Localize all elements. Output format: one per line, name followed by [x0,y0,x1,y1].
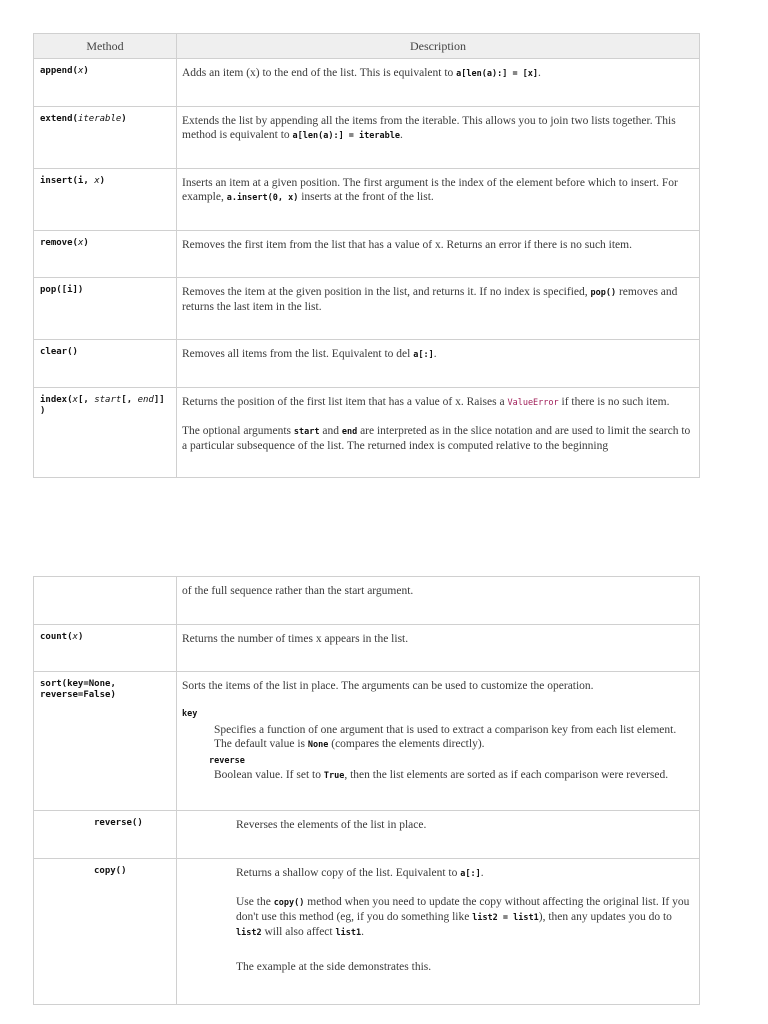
method-remove: remove(x) [40,238,89,248]
param-key: key [182,709,198,719]
table-row [34,811,700,859]
description-append: Adds an item (x) to the end of the list. This is equivalent to a[len(a):] = [x]. [182,67,541,79]
table-row [34,859,700,1005]
table-row [34,625,700,672]
description-extend: Extends the list by appending all the items from the iterable. This allows you to join two lists together. This method is equivalent to a[len(a):] = iterable. [182,115,676,141]
method-copy: copy() [94,866,127,876]
method-pop: pop([i]) [40,285,84,295]
table-row [34,577,700,625]
table-row [34,59,700,107]
table-row [34,231,700,278]
method-extend: extend(iterable) [40,114,127,124]
description-index: Returns the position of the first list item that has a value of x. Raises a ValueError if there is no such item. The optional arguments start and end are interpreted as in the slice notation and are used to limit the search to a particular subsequence of the list. The returned index is computed relative to the beginning [182,396,691,452]
description-insert: Inserts an item at a given position. The first argument is the index of the element before which to insert. For example, a.insert(0, x) inserts at the front of the list. [182,177,678,203]
description-remove: Removes the first item from the list that has a value of x. Returns an error if there is no such item. [182,239,632,251]
description-copy: Returns a shallow copy of the list. Equivalent to a[:]. Use the copy() method when you need to update the copy without affecting the original list. If you don't use this method (eg, if you do something like list2 = list1), then any updates you do to list2 will also affect list1. The example at the side demonstrates this. [236,867,690,973]
description-column-header: Description [177,34,700,59]
method-column-header: Method [34,34,177,59]
table-row [34,388,700,478]
method-insert: insert(i, x) [40,176,106,186]
description-clear: Removes all items from the list. Equivalent to del a[:]. [182,348,437,360]
table-row [34,278,700,340]
description-pop: Removes the item at the given position in the list, and returns it. If no index is specified, pop() removes and returns the last item in the list. [182,286,678,313]
table-row [34,672,700,811]
table-header-row [34,34,700,59]
methods-table-bottom [33,576,700,1005]
table-row [34,107,700,169]
method-clear: clear() [40,347,78,357]
param-reverse: reverse [209,756,245,766]
method-sort: sort(key=None, reverse=False) [40,679,116,700]
method-count: count(x) [40,632,84,642]
description-count: Returns the number of times x appears in the list. [182,633,409,645]
description-reverse: Reverses the elements of the list in place. [236,819,427,831]
table-row [34,169,700,231]
description-sort: Sorts the items of the list in place. The arguments can be used to customize the operation. key Specifies a function of one argument that is used to extract a comparison key from each list element. The default value is None (compares the elements directly). reverse Boolean value. If set to True, then the list elements are sorted as if each comparison were reversed. [182,680,677,781]
error-name: ValueError [507,398,559,408]
method-append: append(x) [40,66,89,76]
methods-table-top [33,33,700,478]
method-reverse: reverse() [94,818,143,828]
method-index: index(x[, start[, end]] ) [40,395,165,416]
table-row [34,340,700,388]
description-continuation: of the full sequence rather than the start argument. [182,585,414,597]
